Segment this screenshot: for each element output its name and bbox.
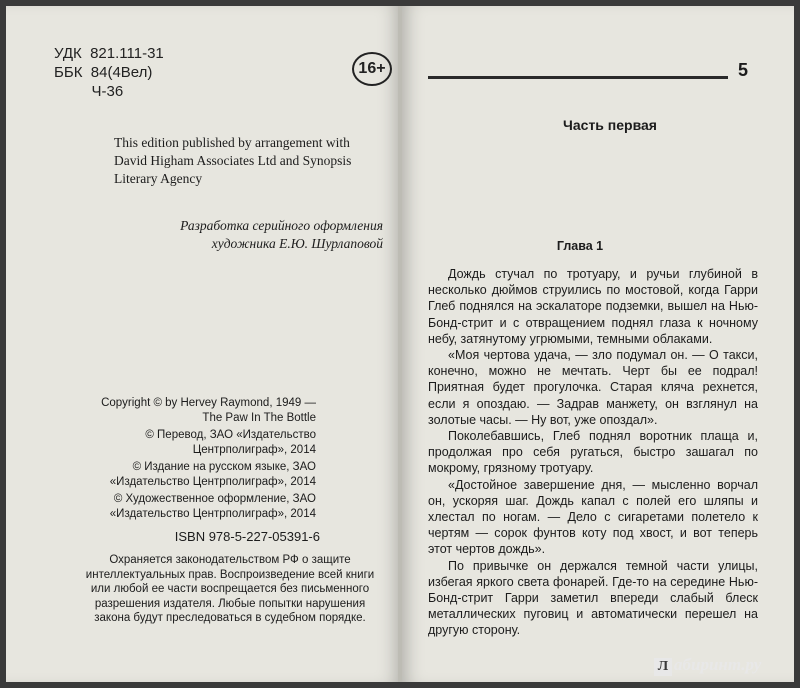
classification-codes (54, 44, 164, 101)
legal-protection-note: Охраняется законодательством РФ о защите интеллектуальных прав. Воспроизведение всей книги или любой ее части воспрещается без письменного разрешения издателя. Любые попытки нарушения закона будут преследоваться в судебном порядке. (85, 554, 375, 624)
chapter-body (428, 266, 758, 639)
copyright-translation: © Перевод, ЗАО «Издательство Центрполиграф», 2014 (145, 429, 316, 456)
udk-code: УДК 821.111-31 (54, 45, 164, 62)
author-mark: Ч-36 (54, 83, 124, 100)
paragraph: По привычке он держался темной части улицы, избегая яркого света фонарей. Где-то на середине Нью-Бонд-стрит Гарри заметил впереди слабый блеск металлических пуговиц и автоматически перешел на другую сторону. (428, 558, 758, 638)
page-number: 5 (738, 60, 749, 80)
part-title: Часть первая (563, 117, 657, 133)
paragraph: Дождь стучал по тротуару, и ручьи глубиной в несколько дюймов струились по мостовой, когда Гарри Глеб поднялся на эскалаторе подземки, вышел на Нью-Бонд-стрит и с отвращением поднял глаза к ночному небу, затянутому угрюмыми, темными облаками. (428, 267, 758, 346)
labirint-watermark (654, 655, 761, 676)
design-credit: Разработка серийного оформления художника Е.Ю. Шурлаповой (180, 218, 383, 251)
copyright-original: Copyright © by Hervey Raymond, 1949 — The Paw In The Bottle (101, 397, 316, 424)
chapter-title: Глава 1 (556, 239, 604, 253)
bbk-code: ББК 84(4Вел) (54, 64, 153, 81)
copyright-block (90, 396, 316, 524)
header-rule (428, 76, 728, 79)
copyright-edition: © Издание на русском языке, ЗАО «Издательство Центрполиграф», 2014 (109, 461, 316, 488)
copyright-design: © Художественное оформление, ЗАО «Издательство Центрполиграф», 2014 (109, 493, 316, 520)
paragraph: «Моя чертова удача, — зло подумал он. — О такси, конечно, можно не мечтать. Черт бы ее подрал! Приятная будет прогулочка. Старая кляча рехнется, если я опоздаю. — Задрав манжету, он взглянул на золотые часы. — Ну вот, уже опоздал». (428, 348, 758, 427)
watermark-text: абиринт.ру (674, 655, 762, 674)
paragraph: «Достойное завершение дня, — мысленно ворчал он, ускоряя шаг. Дождь капал с полей его шляпы и хлестал по ногам. — Дело с сигаретами полетело к чертям — сорок фунтов коту под хвост, и вот теперь этот чертов дождь». (428, 477, 758, 557)
labirint-logo-icon: Л (654, 658, 672, 676)
paragraph: Поколебавшись, Глеб поднял воротник плаща и, продолжая про себя ругаться, быстро зашагал по мокрому, грязному тротуару. (428, 429, 758, 476)
isbn: ISBN 978-5-227-05391-6 (174, 529, 320, 544)
age-rating-badge: 16+ (352, 52, 392, 86)
edition-note: This edition published by arrangement with David Higham Associates Ltd and Synopsis Literary Agency (114, 135, 352, 186)
